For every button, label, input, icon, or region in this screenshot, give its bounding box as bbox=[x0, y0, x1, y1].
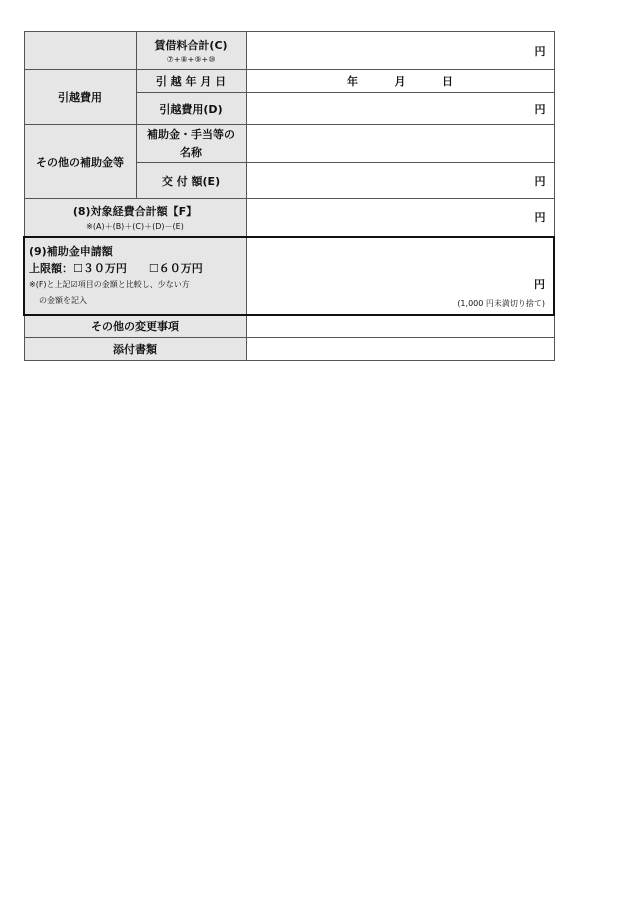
rent-total-label: 賃借料合計(C) bbox=[154, 39, 228, 52]
other-changes-label: その他の変更事項 bbox=[91, 320, 179, 334]
moving-date-label-cell bbox=[136, 70, 246, 93]
moving-cost-unit: 円 bbox=[534, 102, 546, 116]
other-subsidy-name-label-2: 名称 bbox=[180, 145, 202, 159]
other-subsidy-name-row bbox=[24, 125, 554, 163]
rent-total-row bbox=[24, 32, 554, 70]
moving-group-cell bbox=[24, 70, 136, 125]
moving-date-label: 引 越 年 月 日 bbox=[155, 75, 227, 88]
moving-date-year: 年 bbox=[347, 75, 358, 88]
other-subsidy-amount-unit: 円 bbox=[534, 174, 546, 188]
rent-total-blank-cell bbox=[24, 32, 136, 70]
moving-date-row bbox=[24, 70, 554, 93]
other-subsidy-amount-label: 交 付 額(E) bbox=[161, 174, 221, 188]
application-amount-field[interactable] bbox=[246, 237, 554, 315]
application-limit-line: 上限額：☐３０万円 ☐６０万円 bbox=[29, 261, 203, 275]
other-changes-field[interactable] bbox=[246, 315, 554, 338]
moving-date-month: 月 bbox=[394, 75, 406, 88]
rent-total-amount-field[interactable] bbox=[246, 32, 554, 70]
attachments-label-cell bbox=[24, 338, 246, 361]
other-subsidy-name-field[interactable] bbox=[246, 125, 554, 163]
moving-date-day: 日 bbox=[442, 75, 453, 88]
attachments-row bbox=[24, 338, 554, 361]
total-cost-label: (8)対象経費合計額【F】 bbox=[72, 204, 198, 218]
other-subsidy-amount-field[interactable] bbox=[246, 163, 554, 199]
application-amount-title: (9)補助金申請額 bbox=[29, 244, 113, 258]
application-note-2: の金額を記入 bbox=[39, 295, 87, 305]
application-note-1: ※(F)と上記☑項目の金額と比較し、少ない方 bbox=[29, 279, 190, 289]
rent-total-label-cell bbox=[136, 32, 246, 70]
moving-cost-label: 引越費用(D) bbox=[159, 102, 223, 116]
total-cost-formula: ※(A)＋(B)＋(C)＋(D)－(E) bbox=[86, 221, 184, 231]
attachments-field[interactable] bbox=[246, 338, 554, 361]
other-subsidy-name-label-1: 補助金・手当等の bbox=[147, 127, 235, 141]
moving-cost-amount-field[interactable] bbox=[246, 93, 554, 125]
other-subsidy-group-label: その他の補助金等 bbox=[36, 155, 124, 169]
total-cost-unit: 円 bbox=[534, 211, 546, 225]
other-subsidy-group-cell bbox=[24, 125, 136, 199]
application-amount-row bbox=[24, 237, 554, 315]
application-amount-label-cell bbox=[24, 237, 246, 315]
application-rounding-note: (1,000 円未満切り捨て) bbox=[457, 298, 545, 308]
other-subsidy-amount-label-cell bbox=[136, 163, 246, 199]
total-cost-amount-field[interactable] bbox=[246, 199, 554, 237]
other-changes-row bbox=[24, 315, 554, 338]
moving-date-field[interactable] bbox=[246, 70, 554, 93]
subsidy-application-form bbox=[23, 31, 553, 361]
moving-cost-label-cell bbox=[136, 93, 246, 125]
total-cost-row bbox=[24, 199, 554, 237]
application-amount-unit: 円 bbox=[534, 277, 545, 291]
other-changes-label-cell bbox=[24, 315, 246, 338]
other-subsidy-name-label-cell bbox=[136, 125, 246, 163]
rent-total-unit: 円 bbox=[534, 44, 546, 58]
moving-group-label: 引越費用 bbox=[58, 91, 102, 104]
attachments-label: 添付書類 bbox=[113, 343, 157, 356]
form-table bbox=[23, 31, 555, 361]
total-cost-label-cell bbox=[24, 199, 246, 237]
rent-total-calc: ⑦+⑧+⑨+⑩ bbox=[166, 55, 216, 64]
